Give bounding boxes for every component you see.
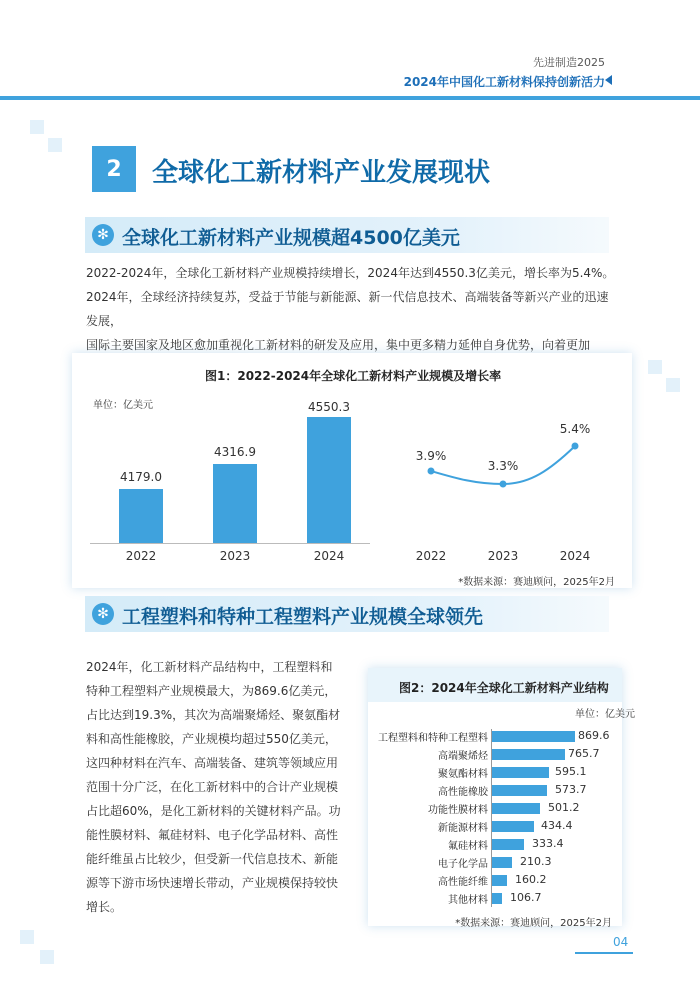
bar-value-label: 106.7 — [510, 891, 542, 904]
decor-square — [666, 378, 680, 392]
growth-value-label: 3.3% — [487, 459, 519, 473]
figure2-title: 图2：2024年全球化工新材料产业结构 — [399, 681, 609, 695]
decor-square — [48, 138, 62, 152]
growth-point-2024 — [572, 443, 579, 450]
chart-bar-2023 — [213, 464, 257, 543]
decor-square — [20, 930, 34, 944]
bar-value-label: 501.2 — [548, 801, 580, 814]
chart-bar — [492, 893, 502, 904]
paragraph-line: 2024年，化工新材料产品结构中，工程塑料和 — [86, 660, 333, 674]
category-label: 高性能橡胶 — [438, 787, 488, 798]
gear-icon: ✻ — [92, 603, 114, 625]
growth-point-2023 — [500, 481, 507, 488]
bar-value-label: 160.2 — [515, 873, 547, 886]
paragraph-line: 占比超60%，是化工新材料的关键材料产品。功 — [86, 804, 341, 818]
chart-bar — [492, 803, 540, 814]
x-tick-label: 2024 — [313, 549, 345, 563]
bar-value-label: 595.1 — [555, 765, 587, 778]
chart-bar — [492, 785, 547, 796]
category-label: 氟硅材料 — [448, 841, 488, 852]
paragraph-line: 占比达到19.3%，其次为高端聚烯烃、聚氨酯材 — [86, 708, 341, 722]
gear-icon: ✻ — [92, 224, 114, 246]
x-tick-label: 2022 — [415, 549, 447, 563]
figure1-title: 图1：2022-2024年全球化工新材料产业规模及增长率 — [205, 369, 502, 383]
paragraph-line: 能性膜材料、氟硅材料、电子化学品材料、高性 — [86, 828, 339, 842]
chart-bar — [492, 839, 524, 850]
figure2-source: *数据来源：赛迪顾问，2025年2月 — [455, 918, 612, 929]
bar-value-label: 765.7 — [568, 747, 600, 760]
chart-bar — [492, 731, 575, 742]
x-tick-label: 2023 — [487, 549, 519, 563]
decor-square — [30, 120, 44, 134]
chart-bar-2022 — [119, 489, 163, 543]
chart-bar — [492, 749, 565, 760]
chapter-title: 全球化工新材料产业发展现状 — [152, 158, 491, 188]
growth-point-2022 — [428, 468, 435, 475]
section1-title: 全球化工新材料产业规模超4500亿美元 — [122, 227, 460, 249]
bar-value-label: 4550.3 — [308, 400, 350, 414]
bar-value-label: 573.7 — [555, 783, 587, 796]
x-tick-label: 2022 — [125, 549, 157, 563]
category-label: 新能源材料 — [438, 823, 488, 834]
category-label: 电子化学品 — [438, 859, 488, 870]
section2-title: 工程塑料和特种工程塑料产业规模全球领先 — [122, 606, 484, 628]
chart-bar — [492, 767, 549, 778]
chart-bar — [492, 821, 534, 832]
bar-value-label: 333.4 — [532, 837, 564, 850]
chart-bar — [492, 857, 512, 868]
chart-bar-2024 — [307, 417, 351, 543]
figure1-source: *数据来源：赛迪顾问，2025年2月 — [458, 577, 615, 588]
figure2-unit: 单位：亿美元 — [575, 709, 635, 720]
section2-paragraph — [86, 655, 348, 919]
header-series: 先进制造2025 — [533, 56, 605, 69]
paragraph-line: 源等下游市场快速增长带动，产业规模保持较快 — [86, 876, 339, 890]
decor-square — [40, 950, 54, 964]
chart-bar — [492, 875, 507, 886]
page-number-rule — [575, 952, 633, 954]
x-tick-label: 2023 — [219, 549, 251, 563]
page-number: 04 — [613, 935, 629, 949]
paragraph-line: 料和高性能橡胶，产业规模均超过550亿美元， — [86, 732, 337, 746]
header-arrow-icon — [605, 75, 612, 85]
bar-value-label: 869.6 — [578, 729, 610, 742]
category-label: 聚氨酯材料 — [438, 769, 488, 780]
decor-square — [648, 360, 662, 374]
paragraph-line: 2022-2024年，全球化工新材料产业规模持续增长，2024年达到4550.3亿美元，增长率为5.4%。 — [86, 266, 615, 280]
header-rule — [0, 96, 700, 100]
figure1-unit: 单位：亿美元 — [93, 400, 153, 411]
category-label: 功能性膜材料 — [428, 805, 488, 816]
category-label: 高性能纤维 — [438, 877, 488, 888]
bar-value-label: 4316.9 — [214, 445, 256, 459]
category-label: 工程塑料和特种工程塑料 — [378, 733, 488, 744]
bar-value-label: 210.3 — [520, 855, 552, 868]
paragraph-line: 这四种材料在汽车、高端装备、建筑等领域应用 — [86, 756, 339, 770]
category-label: 高端聚烯烃 — [438, 751, 488, 762]
bar-value-label: 434.4 — [541, 819, 573, 832]
paragraph-line: 增长。 — [86, 900, 123, 914]
x-tick-label: 2024 — [559, 549, 591, 563]
paragraph-line: 2024年，全球经济持续复苏，受益于节能与新能源、新一代信息技术、高端装备等新兴产业的迅速发展， — [86, 290, 609, 328]
header-title: 2024年中国化工新材料保持创新活力 — [403, 75, 605, 89]
growth-value-label: 5.4% — [559, 422, 591, 436]
paragraph-line: 特种工程塑料产业规模最大，为869.6亿美元， — [86, 684, 337, 698]
paragraph-line: 国际主要国家及地区愈加重视化工新材料的研发及应用，集中更多精力延伸自身优势，向着更加 — [86, 338, 591, 352]
chapter-number: 2 — [92, 146, 136, 192]
paragraph-line: 能纤维虽占比较少，但受新一代信息技术、新能 — [86, 852, 339, 866]
growth-value-label: 3.9% — [415, 449, 447, 463]
chart-x-axis — [90, 543, 370, 544]
category-label: 其他材料 — [448, 895, 488, 906]
paragraph-line: 范围十分广泛，在化工新材料中的合计产业规模 — [86, 780, 339, 794]
bar-value-label: 4179.0 — [120, 470, 162, 484]
